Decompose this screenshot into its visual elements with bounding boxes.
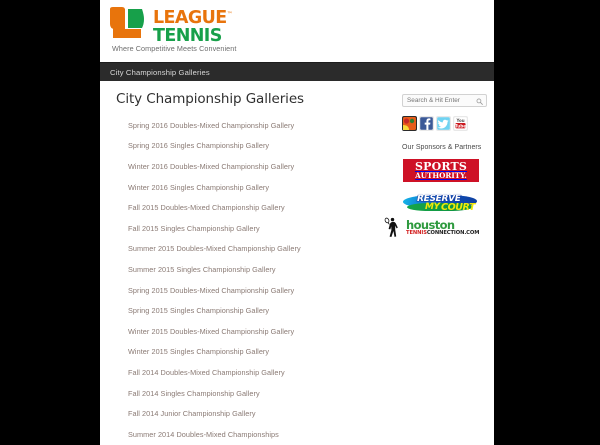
sponsor-rmc-line3: COURT [441,201,476,213]
svg-text:You: You [456,118,465,124]
sponsor-reserve-my-court[interactable] [402,190,480,215]
search-box[interactable] [402,94,487,107]
list-item [128,280,392,301]
list-item [128,424,392,445]
logo-trademark: ™ [226,11,232,18]
list-item [128,156,392,177]
gallery-link[interactable]: Fall 2015 Singles Championship Gallery [128,223,260,233]
list-item [128,239,392,260]
gallery-link[interactable]: Winter 2015 Singles Championship Gallery [128,347,270,357]
gallery-link[interactable]: Fall 2015 Doubles-Mixed Championship Gallery [128,203,285,213]
list-item [128,300,392,321]
rss-icon[interactable] [402,116,417,131]
list-item [128,218,392,239]
list-item [128,197,392,218]
list-item [128,136,392,157]
social-icon-row [402,116,494,131]
logo-wordmark [153,6,232,45]
svg-text:Tube: Tube [454,123,467,129]
gallery-link[interactable]: Spring 2016 Doubles-Mixed Championship Gallery [128,120,295,130]
facebook-icon[interactable] [419,116,434,131]
gallery-link[interactable]: Fall 2014 Doubles-Mixed Championship Gallery [128,367,285,377]
gallery-link[interactable]: Spring 2016 Singles Championship Gallery [128,141,270,151]
gallery-link[interactable]: Winter 2016 Singles Championship Gallery [128,182,270,192]
list-item [128,321,392,342]
sponsors-heading: Our Sponsors & Partners [402,144,482,151]
logo-word-league: LEAGUE™ [153,7,232,28]
gallery-link[interactable]: Spring 2015 Singles Championship Gallery [128,306,270,316]
content-area [100,81,494,445]
webpage [100,0,494,439]
league-tennis-logo-mark [110,7,154,40]
list-item [128,403,392,424]
site-logo[interactable] [110,6,260,56]
breadcrumb [100,62,494,81]
sponsor-rmc-line1: RESERVE [417,193,461,204]
gallery-link[interactable]: Fall 2014 Singles Championship Gallery [128,388,260,398]
logo-tagline: Where Competitive Meets Convenient [112,44,237,53]
gallery-link[interactable]: Fall 2014 Junior Championship Gallery [128,409,256,419]
gallery-link-list [110,115,392,445]
gallery-link[interactable]: Spring 2015 Doubles-Mixed Championship Gallery [128,285,295,295]
list-item [128,177,392,198]
gallery-link[interactable]: Summer 2014 Doubles-Mixed Championships [128,429,279,439]
site-header [100,0,494,62]
twitter-icon[interactable] [436,116,451,131]
gallery-link[interactable]: Winter 2015 Doubles-Mixed Championship Gallery [128,326,295,336]
search-input[interactable] [403,95,486,106]
youtube-icon[interactable] [453,116,468,131]
list-item [128,259,392,280]
list-item [128,383,392,404]
logo-word-tennis: TENNIS [153,25,222,46]
gallery-link[interactable]: Summer 2015 Singles Championship Gallery [128,264,276,274]
sponsor-rmc-art [403,192,479,214]
sidebar [402,91,494,445]
sponsor-sa-line1: SPORTS [414,160,468,174]
sponsor-rmc-line2: MY [425,201,440,212]
gallery-link[interactable]: Summer 2015 Doubles-Mixed Championship Gallery [128,244,301,254]
list-item [128,362,392,383]
list-item [128,115,392,136]
main-column [110,91,392,445]
list-item [128,342,392,363]
sponsor-sa-line2: AUTHORITY. [415,171,467,181]
page-title: City Championship Galleries [116,91,304,107]
search-icon[interactable] [476,98,483,105]
sponsor-sports-authority[interactable] [402,158,480,183]
breadcrumb-current: City Championship Galleries [110,67,210,77]
gallery-link[interactable]: Winter 2016 Doubles-Mixed Championship Gallery [128,161,295,171]
